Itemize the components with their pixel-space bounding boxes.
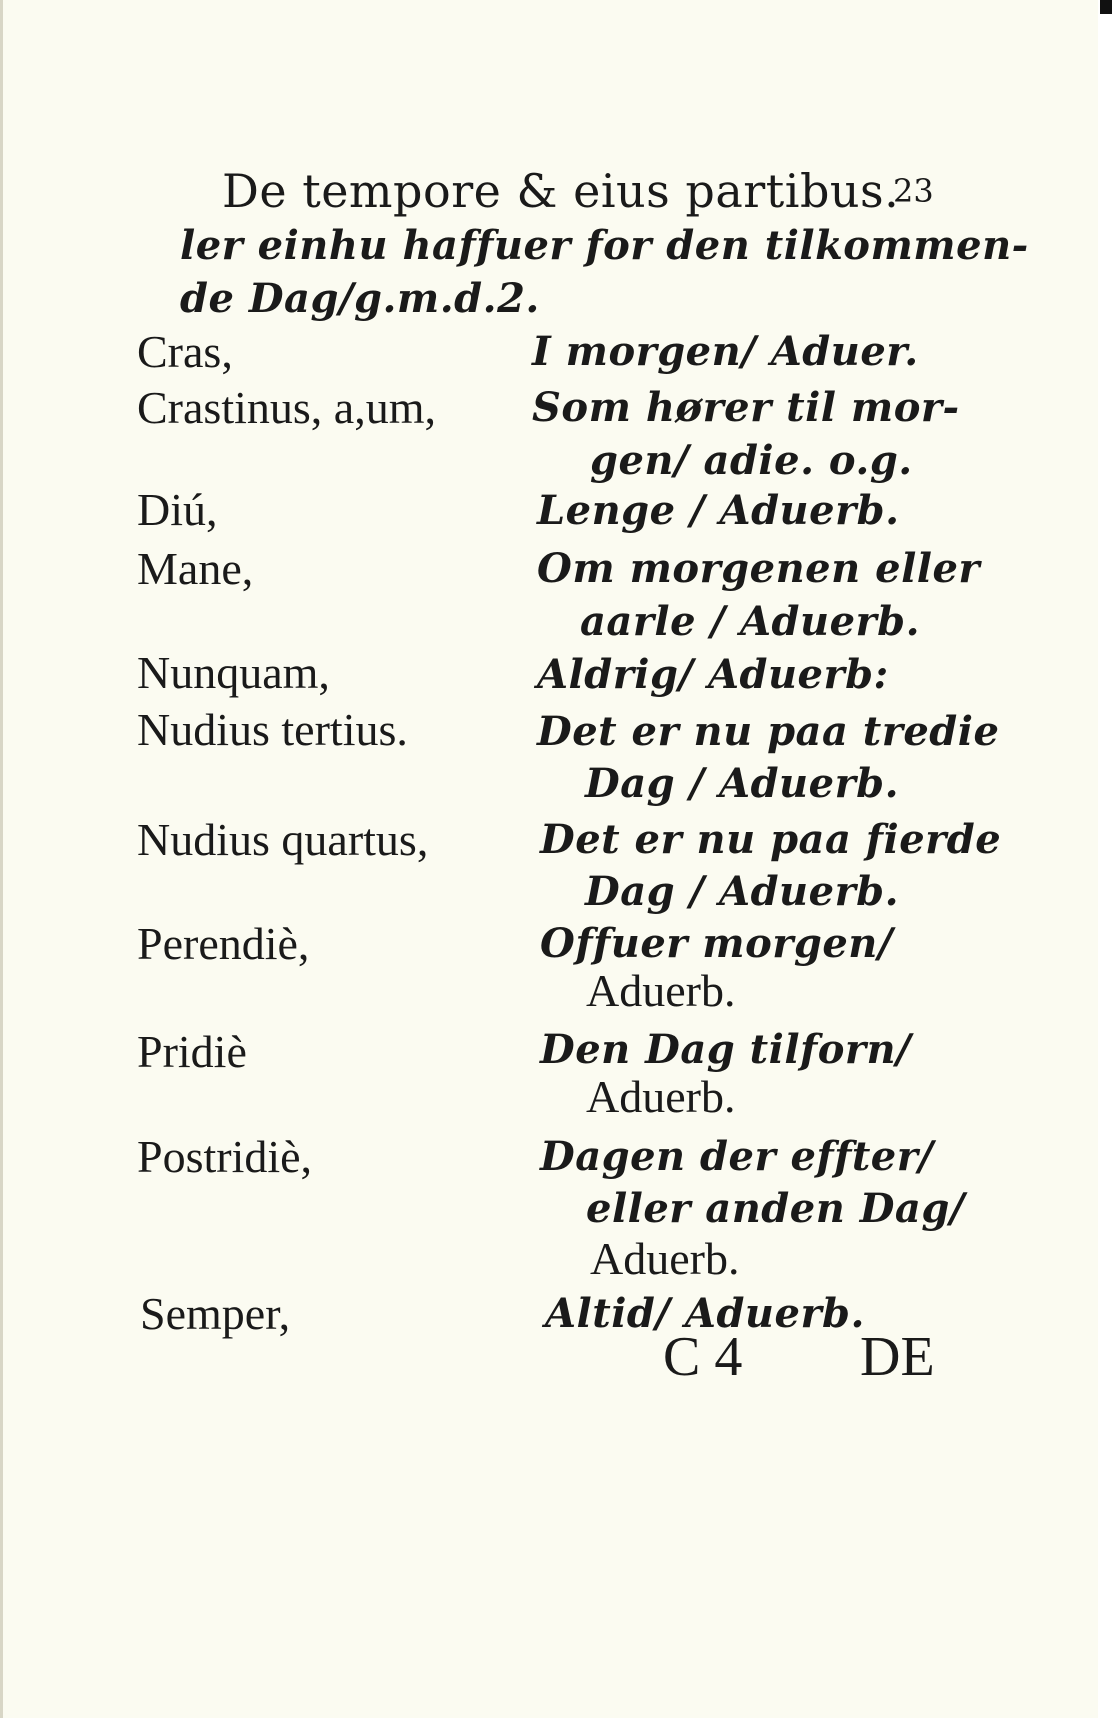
entry-danish-cont: Dag / Aduerb.	[585, 868, 900, 915]
entry-latin: Pridiè	[137, 1026, 247, 1077]
entry-danish-cont: eller anden Dag/	[586, 1185, 965, 1232]
entry-danish-cont: Aduerb.	[586, 965, 736, 1016]
entry-latin: Perendiè,	[137, 918, 310, 969]
entry-danish: Som hører til mor-	[532, 384, 960, 431]
entry-latin: Nunquam,	[137, 647, 330, 698]
catchword: DE	[860, 1326, 935, 1388]
page-edge	[0, 0, 3, 1718]
entry-latin: Cras,	[137, 326, 233, 377]
entry-latin: Mane,	[137, 543, 254, 594]
entry-danish: Om morgenen eller	[537, 545, 980, 592]
entry-latin: Nudius quartus,	[137, 814, 429, 865]
entry-danish: Den Dag tilforn/	[540, 1026, 912, 1073]
signature-mark: C 4	[663, 1326, 743, 1388]
entry-latin: Diú,	[137, 484, 218, 535]
intro-line-1: ler einhu haffuer for den tilkommen-	[180, 222, 1029, 269]
intro-line-2: de Dag/g.m.d.2.	[180, 275, 540, 322]
entry-danish: Lenge / Aduerb.	[537, 487, 900, 534]
entry-danish-cont: gen/ adie. o.g.	[590, 437, 913, 484]
scan-corner-mark	[1100, 0, 1112, 14]
entry-danish-cont: Aduerb.	[590, 1233, 740, 1284]
entry-latin: Semper,	[140, 1288, 291, 1339]
entry-latin: Nudius tertius.	[137, 704, 408, 755]
entry-danish-cont: aarle / Aduerb.	[580, 598, 921, 645]
entry-danish: Det er nu paa tredie	[537, 708, 1000, 755]
entry-danish: Det er nu paa fierde	[540, 816, 1002, 863]
entry-danish-cont: Aduerb.	[586, 1071, 736, 1122]
running-head: De tempore & eius partibus.	[222, 164, 900, 218]
entry-latin: Crastinus, a,um,	[137, 382, 436, 433]
entry-latin: Postridiè,	[137, 1131, 313, 1182]
entry-danish: Altid/ Aduerb.	[545, 1290, 865, 1337]
page-number: 23	[893, 172, 934, 210]
entry-danish: Offuer morgen/	[540, 920, 893, 967]
entry-danish: I morgen/ Aduer.	[532, 328, 919, 375]
scan-margin	[1098, 0, 1112, 1718]
entry-danish-cont: Dag / Aduerb.	[585, 760, 900, 807]
entry-danish: Dagen der effter/	[540, 1133, 934, 1180]
entry-danish: Aldrig/ Aduerb:	[537, 651, 889, 698]
